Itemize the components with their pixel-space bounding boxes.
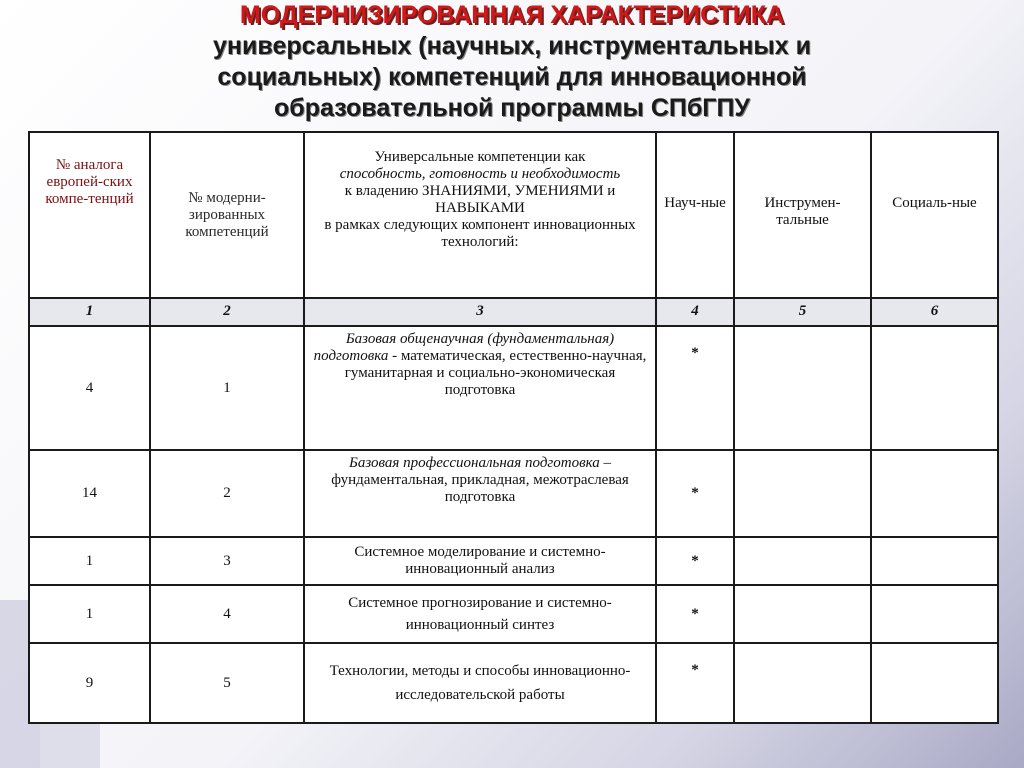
description-text: - математическая, естественно-научная, гуманитарная и социально-экономическая подготовка [344, 348, 647, 398]
title-line-1: МОДЕРНИЗИРОВАННАЯ ХАРАКТЕРИСТИКА [239, 1, 785, 29]
modern-number-cell: 2 [150, 450, 304, 537]
header-col3-part4: в рамках следующих компонент инновационных технологий: [324, 217, 636, 250]
analog-number-cell: 9 [29, 643, 150, 723]
header-col3-part1: Универсальные компетенции как [374, 149, 586, 165]
description-text: Системное моделирование и системно-инновационный анализ [354, 544, 606, 577]
table-row [29, 326, 998, 450]
header-instrumental: Инструмен-тальные [734, 132, 871, 298]
description-cell [304, 643, 656, 723]
modern-number-cell: 4 [150, 585, 304, 643]
analog-number-cell: 1 [29, 537, 150, 585]
table-row [29, 585, 998, 643]
social-mark [871, 450, 998, 537]
column-number: 5 [734, 298, 871, 326]
header-scientific: Науч-ные [656, 132, 734, 298]
social-mark [871, 326, 998, 450]
instrumental-mark [734, 537, 871, 585]
analog-number-cell: 14 [29, 450, 150, 537]
title-line-3: социальных) компетенций для инновационной [217, 63, 807, 91]
header-modern-number: № модерни-зированных компетенций [150, 132, 304, 298]
description-text: – фундаментальная, прикладная, межотраслевая подготовка [331, 455, 629, 505]
description-cell [304, 585, 656, 643]
title-line-2: универсальных (научных, инструментальных и [213, 32, 811, 60]
modern-number-cell: 3 [150, 537, 304, 585]
instrumental-mark [734, 643, 871, 723]
column-number-row [29, 298, 998, 326]
analog-number-cell: 1 [29, 585, 150, 643]
competencies-table [28, 131, 999, 724]
scientific-mark: * [656, 450, 734, 537]
description-cell [304, 537, 656, 585]
scientific-mark: * [656, 537, 734, 585]
table-row [29, 450, 998, 537]
description-cell [304, 450, 656, 537]
analog-number-cell: 4 [29, 326, 150, 450]
header-social: Социаль-ные [871, 132, 998, 298]
table-header-row [29, 132, 998, 298]
description-text: Системное прогнозирование и системно-инновационный синтез [348, 595, 612, 633]
header-universal-competencies [304, 132, 656, 298]
instrumental-mark [734, 450, 871, 537]
description-italic: Базовая общенаучная (фундаментальная) подготовка [313, 331, 615, 364]
description-italic: Базовая профессиональная подготовка [348, 455, 600, 471]
description-cell [304, 326, 656, 450]
column-number: 3 [304, 298, 656, 326]
column-number: 2 [150, 298, 304, 326]
column-number: 6 [871, 298, 998, 326]
social-mark [871, 643, 998, 723]
instrumental-mark [734, 585, 871, 643]
description-text: Технологии, методы и способы инновационно-исследовательской работы [329, 663, 631, 703]
scientific-mark: * [656, 643, 734, 723]
instrumental-mark [734, 326, 871, 450]
page-title [0, 0, 1024, 124]
social-mark [871, 537, 998, 585]
title-line-4: образовательной программы СПбГПУ [274, 94, 750, 122]
header-analog-number: № аналога европей-ских компе-тенций [29, 132, 150, 298]
modern-number-cell: 1 [150, 326, 304, 450]
social-mark [871, 585, 998, 643]
header-col3-part3: к владению ЗНАНИЯМИ, УМЕНИЯМИ и НАВЫКАМИ [344, 183, 616, 216]
table-row [29, 643, 998, 723]
scientific-mark: * [656, 326, 734, 450]
table-row [29, 537, 998, 585]
column-number: 4 [656, 298, 734, 326]
header-col3-part2: способность, готовность и необходимость [339, 166, 621, 182]
scientific-mark: * [656, 585, 734, 643]
column-number: 1 [29, 298, 150, 326]
modern-number-cell: 5 [150, 643, 304, 723]
